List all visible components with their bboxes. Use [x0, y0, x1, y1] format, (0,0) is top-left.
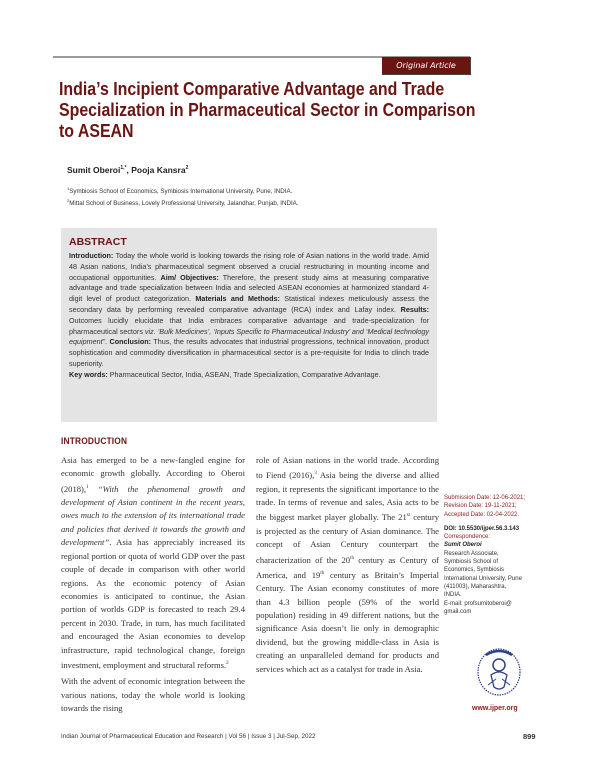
website-link[interactable]: www.ijper.org	[472, 705, 518, 712]
doi[interactable]: DOI: 10.5530/ijper.56.3.143	[444, 525, 520, 532]
body-column-right	[256, 454, 439, 676]
affiliations	[67, 184, 299, 208]
paper-title: India’s Incipient Comparative Advantage and Trade Specialization in Pharmaceutical Sector in Comparison to ASEAN	[59, 78, 476, 141]
journal-emblem-icon	[474, 645, 524, 697]
abstract-box	[61, 228, 437, 422]
keywords: Pharmaceutical Sector, India, ASEAN, Trade Specialization, Comparative Advantage.	[107, 369, 381, 379]
article-info-sidebar: Submission Date: 12-06-2021; Revision Date: 19-11-2021; Accepted Date: 02-04-2022. DOI: 10.5530/ijper.56.3.143 Correspondence: Sumit Oberoi Research Associate, Symbiosis School of Economics, Symbiosis International University, Pune (411003), Maharashtra, INDIA. E-mail: profsumitoberoi@ gmail.com	[444, 494, 569, 616]
section-heading-introduction: INTRODUCTION	[61, 436, 128, 447]
affiliation: $^2$Mittal School of Business, Lovely Professional University, Jalandhar, Punjab, INDIA.	[67, 198, 299, 208]
abstract-heading: ABSTRACT	[69, 236, 127, 248]
abstract-body: Introduction: Today the whole world is looking towards the rising role of Asian nations in the world trade. Amid 48 Asian nations, India’s pharmaceutical segment observed a crucial restructuring in mounting income and occupational opportunities. Aim/ Objectives: Therefore, the present study aims at measuring comparative advantage and trade specialization between India and selected ASEAN economies at harmonized standard 4-digit level of product categorization. Materials and Methods: Statistical indexes meticulously assess the secondary data by performing revealed comparative advantage (RCA) index and Lafay index. Results: Outcomes lucidly elucidate that India embraces comparative advantage and trade-specialization for pharmaceutical sectors viz. ‘Bulk Medicines’, ‘Inputs Specific to Pharmaceutical Industry’ and ‘Medical technology equipment”. Conclusion: Thus, the results advocates that industrial progressions, technical innovation, product sophistication and commodity diversification in pharmaceutical sector is a pre-requisite for India to clinch trade superiority. Key words: Pharmaceutical Sector, India, ASEAN, Trade Specialization, Comparative Advantage.	[69, 251, 430, 379]
author-name: Sumit Oberoi	[67, 165, 121, 175]
article-type-badge: Original Article	[382, 57, 471, 75]
page-number: 899	[523, 732, 536, 741]
keywords-label: Key words:	[69, 369, 108, 379]
paragraph: role of Asian nations in the world trade. According to Fiend (2016),$^3$ Asia being the diverse and allied region, it represents the significant importance to the trade. In terms of revenue and sales, Asia acts to be the biggest market player globally. The 21st century is projected as the century of Asian dominance. The concept of Asian Century counterpart the characterization of the 20th century as Century of America, and 19th century as Britain’s Imperial Century. The Asian economy constitutes of more than 4.3 billion people (59% of the world population) residing in 49 different nations, but the significance Asia doesn’t lie only in demographic dividend, but the growing middle-class in Asia is creating an unparalleled demand for products and services which act as a catalyst for trade in Asia.	[256, 455, 440, 674]
paragraph: Asia has emerged to be a new-fangled engine for economic growth globally. According to Oberoi (2018),$^1$ “With the phenomenal growth and development of Asian continent in the recent years, owes much to the extension of its international trade and policies that derived it towards the growth and development”. Asia has appreciably increased its regional portion or quota of world GDP over the past couple of decade in comparison with other world regions. As the economic potency of Asian economies is anticipated to continue, the Asian portion of worlds GDP is forecasted to reach 29.4 percent in 2030. Trade, in turn, has much facilitated and encouraged the Asian economies to develop infrastructure, rapid technological change, foreign investment, employment and structural reforms.$^2$	[61, 455, 245, 670]
revision-date: Revision Date: 19-11-2021;	[444, 503, 517, 510]
journal-footer: Indian Journal of Pharmaceutical Education and Research | Vol 56 | Issue 3 | Jul-Sep, 2022	[61, 733, 316, 740]
affiliation: $^1$Symbiosis School of Economics, Symbiosis International University, Pune, INDIA.	[67, 186, 293, 196]
body-column-left	[61, 454, 245, 715]
correspondence-name: Sumit Oberoi	[444, 542, 482, 549]
accepted-date: Accepted Date: 02-04-2022.	[444, 511, 520, 518]
correspondence-label: Correspondence:	[444, 534, 491, 541]
paragraph: With the advent of economic integration between the various nations, today the whole world is looking towards the rising	[61, 676, 245, 714]
email[interactable]: E-mail: profsumitoberoi@	[444, 600, 512, 607]
author-name: Pooja Kansra	[131, 165, 186, 175]
authors: Sumit Oberoi$^{1,*}$, Pooja Kansra$^2$	[67, 165, 189, 175]
submission-date: Submission Date: 12-06-2021;	[444, 495, 526, 501]
